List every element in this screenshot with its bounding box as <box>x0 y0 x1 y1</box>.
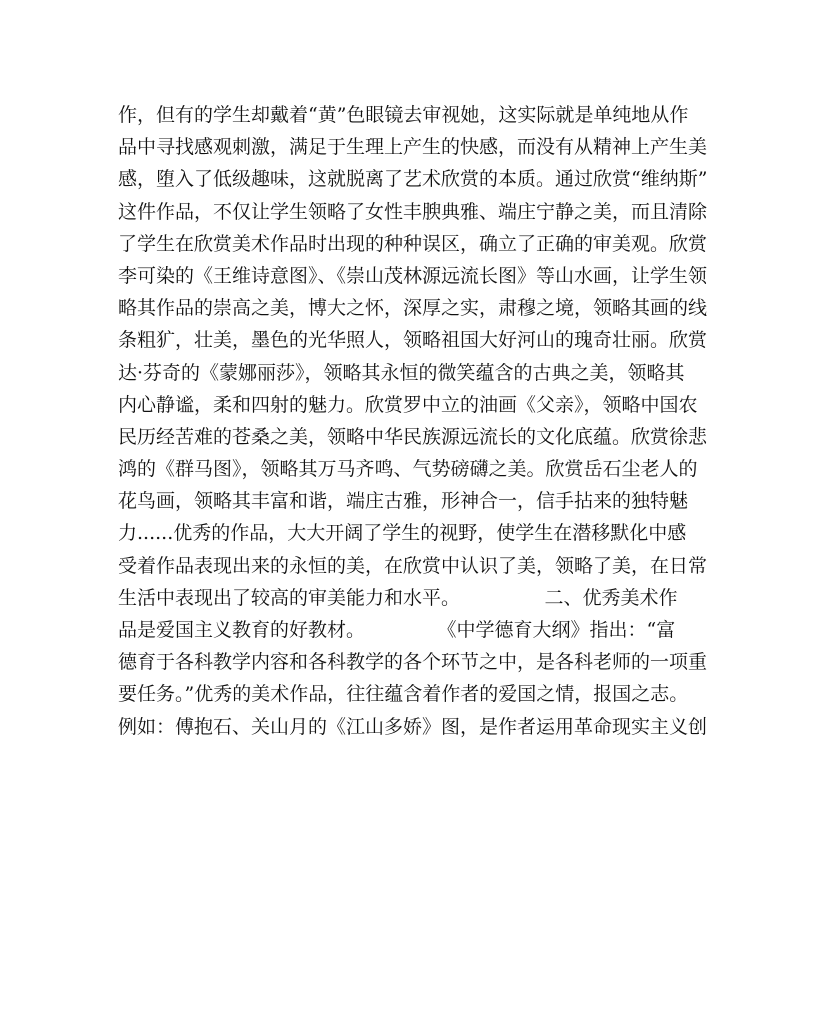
text-line: 这件作品，不仅让学生领略了女性丰腴典雅、端庄宁静之美，而且清除 <box>118 200 708 223</box>
text-line: 德育于各科教学内容和各科教学的各个环节之中，是各科老师的一项重 <box>118 651 708 674</box>
text-line: 力......优秀的作品，大大开阔了学生的视野，使学生在潜移默化中感 <box>118 522 687 545</box>
text-line: 达·芬奇的《蒙娜丽莎》，领略其永恒的微笑蕴含的古典之美，领略其 <box>118 361 685 384</box>
body-text <box>118 99 718 743</box>
text-line: 略其作品的崇高之美，博大之怀，深厚之实，肃穆之境，领略其画的线 <box>118 297 708 320</box>
text-line: 条粗犷，壮美，墨色的光华照人，领略祖国大好河山的瑰奇壮丽。欣赏 <box>118 329 708 352</box>
text-line: 品是爱国主义教育的好教材。 《中学德育大纲》指出：“富 <box>118 619 676 641</box>
text-line: 作，但有的学生却戴着“黄”色眼镜去审视她，这实际就是单纯地从作 <box>118 104 689 126</box>
text-line: 内心静谧，柔和四射的魅力。欣赏罗中立的油画《父亲》，领略中国农 <box>118 393 698 416</box>
text-line: 鸿的《群马图》，领略其万马齐鸣、气势磅礴之美。欣赏岳石尘老人的 <box>118 458 698 481</box>
text-line: 要任务。”优秀的美术作品，往往蕴含着作者的爱国之情，报国之志。 <box>118 683 689 706</box>
text-line: 感，堕入了低级趣味，这就脱离了艺术欣赏的本质。通过欣赏“维纳斯” <box>118 168 708 191</box>
text-line: 李可染的《王维诗意图》、《崇山茂林源远流长图》等山水画，让学生领 <box>118 264 708 287</box>
text-line: 例如：傅抱石、关山月的《江山多娇》图，是作者运用革命现实主义创 <box>118 715 708 738</box>
text-line: 受着作品表现出来的永恒的美，在欣赏中认识了美，领略了美，在日常 <box>118 554 708 577</box>
text-line: 品中寻找感观刺激，满足于生理上产生的快感，而没有从精神上产生美 <box>118 136 708 159</box>
text-line: 了学生在欣赏美术作品时出现的种种误区，确立了正确的审美观。欣赏 <box>118 232 708 255</box>
text-line: 生活中表现出了较高的审美能力和水平。 二、优秀美术作 <box>118 586 678 609</box>
text-line: 民历经苦难的苍桑之美，领略中华民族源远流长的文化底蕴。欣赏徐悲 <box>118 425 708 448</box>
text-line: 花鸟画，领略其丰富和谐，端庄古雅，形神合一，信手拈来的独特魅 <box>118 490 689 513</box>
